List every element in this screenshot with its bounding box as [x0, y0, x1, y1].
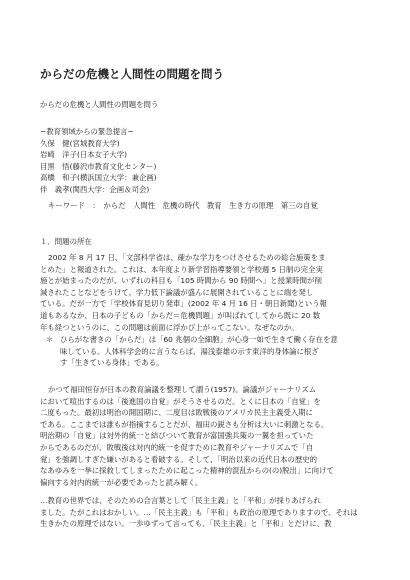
text-line: である。ここまでは誰もが指摘することだが、福田の鋭さも分析は大いに刺激となる。: [40, 419, 329, 429]
paragraph-4: [40, 495, 370, 530]
authors-heading: −教育領域からの緊急提言−: [40, 127, 134, 136]
text-line: 偏向する対内的統一が必要であったと読み解く。: [40, 477, 203, 487]
author-line: 目黒 悟(藤沢市教育文化センター): [40, 161, 157, 171]
paragraph-3: [40, 384, 370, 488]
text-line: かつて福田恒存が日本の教育論議を整理して謂う(1957)。論議がジャーナリズム: [48, 385, 317, 394]
text-line: ひらがな書きの「からだ」は「60 兆個の全細胞」が心身一如で生きて働く存在を意: [60, 335, 338, 344]
text-line: す「生きている身体」である。: [60, 358, 164, 368]
document-title: からだの危機と人間性の問題を問う: [40, 67, 224, 81]
author-line: 高橋 和子(横浜国立大学：兼企画): [40, 173, 157, 182]
author-line: 岩崎 洋子(日本女子大学): [40, 150, 128, 159]
text-line: 2002 年 8 月 17 日、「文部科学省は、確かな学力をつけさせるための総合施策をま: [48, 253, 326, 262]
text-line: 味している。人体科学会的に言うならば、湯浅泰雄の示す東洋的身体論に根ざ: [60, 346, 319, 356]
paragraph-1: [40, 252, 370, 333]
text-line: 生きかたの原理ではない。一歩ゆずって言っても、「民主主義」と「平和」とだけに、教: [40, 519, 332, 529]
keywords: キーワード ： からだ 人間性 危機の時代 教育 生き方の原理 第三の自覚: [48, 201, 318, 210]
text-line: とめた」と報道された。これは、本年度より新学習指導要領と学校週 5 日制の完全実: [40, 264, 323, 274]
subtitle: からだの危機と人間性の問題を問う: [40, 100, 159, 109]
text-line: 減されたことなどをうけて、学力低下論議が盛んに展開されていることに端を発し: [40, 287, 314, 297]
text-line: 年も経つというのに、この問題は前面に浮かび上がってこない。なぜなのか。: [40, 322, 299, 332]
text-line: ている。だが一方で「学校体育見切り発車」(2002 年 4 月 16 日・朝日新聞)という報: [40, 299, 327, 309]
text-line: なあゆみを一挙に採救してしまったために起こった精神的混乱からの(の)脱出」に向けて: [40, 466, 334, 476]
paragraph-note: [60, 334, 378, 369]
author-line: 久保 健(宮城教育大学): [40, 138, 120, 148]
text-line: 覚」を強調しすぎた嫌いがあると看破する。そして、「明治以来の近代日本の歴史的: [40, 454, 317, 464]
text-line: 二度もった。最初は明治の開国期に、二度目は敗戦後のアメリカ民主主義受入期に: [40, 408, 313, 418]
text-line: からであるのだが、敗戦後は対内的統一を促すために教育やジャーナリズムで「自: [40, 442, 314, 452]
text-line: …教育の世界では、そのための合言葉として「民主主義」と「平和」が採りあげられ: [40, 496, 321, 505]
text-line: ました。たがこれはおかしい。…「民主主義」も「平和」も政治の原理でありますので、それは: [40, 507, 358, 517]
author-line: 伴 義孝(関西大学：企画＆司会): [40, 184, 150, 194]
asterisk-icon: ＊: [46, 335, 54, 344]
text-line: 道もあるなか、日本の子どもの「からだ＝危機問題」が叫ばれてしてから既に 20 数: [40, 310, 321, 320]
text-line: において喧出するのは「後進国の自覚」がそうさせるのだ。とくに日本の「自覚」を: [40, 396, 321, 406]
text-line: 明治期の「自覚」は対外的統一と結びついて教育が富国強兵策の一翼を担っていた: [40, 431, 314, 441]
section-heading: １．問題の所在: [40, 237, 92, 246]
text-line: 施とが始まったのだが、いずれの科目も「105 時間から 90 時間へ」と授業時間が削: [40, 276, 322, 286]
